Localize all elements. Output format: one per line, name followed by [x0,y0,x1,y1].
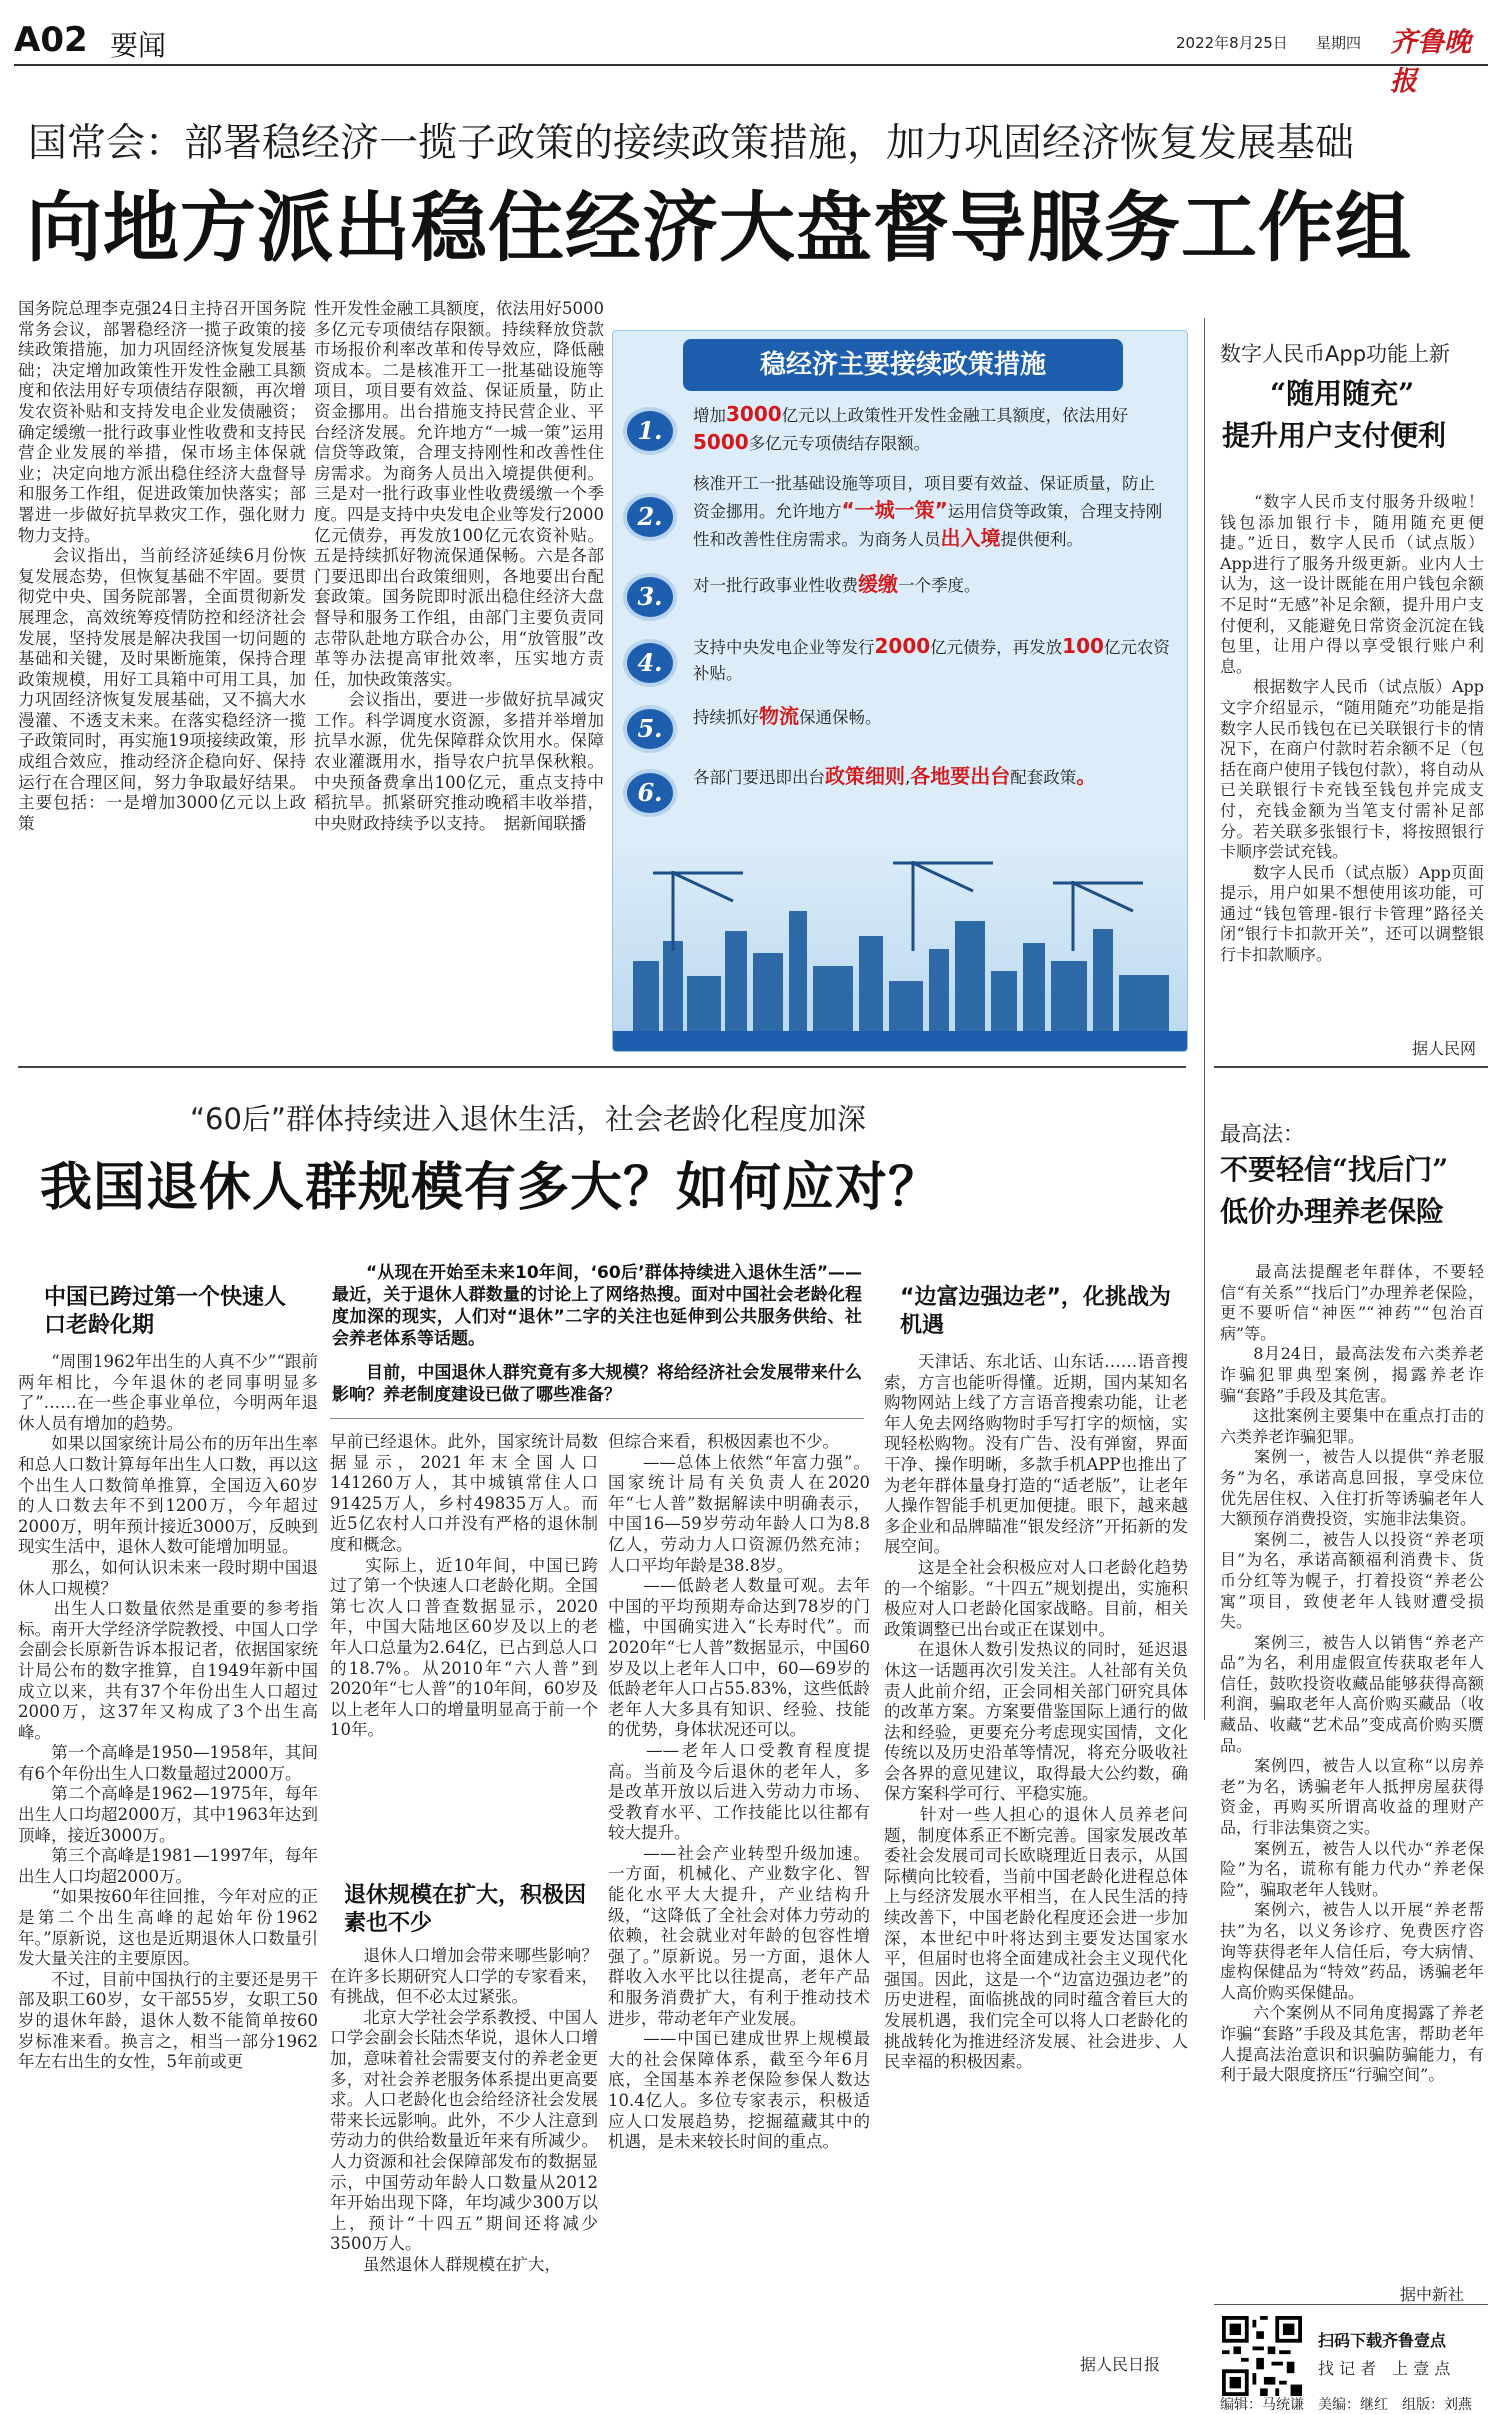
side2-title-line1: 不要轻信“找后门” [1220,1153,1449,1186]
policy-text: 增加 [693,406,726,425]
side-rule [1214,1066,1488,1068]
policy-text: 亿元债券，再发放 [930,638,1063,657]
policy-item-text [693,763,1171,791]
issue-date: 2022年8月25日 [1176,34,1288,52]
policy-text: 保通保畅。 [799,708,882,727]
section-rule [18,1066,1186,1068]
policy-highlight: “一城一策” [841,498,948,522]
lead-column-2: 性开发性金融工具额度，依法用好5000多亿元专项债结存限额。持续释放贷款市场报价利率改革和传导效应，降低融资成本。二是核准开工一批基础设施等项目，项目要有效益、保证质量，防止资金挪用。出台措施支持民营企业、平台经济发展。允许地方“一城一策”运用信贷等政策，合理支持刚性和改善性住房需求。为商务人员出入境提供便利。三是对一批行政事业性收费缓缴一个季度。四是支持中央发电企业等发行2000亿元债券，再发放100亿元农资补贴。五是持续抓好物流保通保畅。六是各部门要迅即出台政策细则，各地要出台配套政策。国务院即时派出稳住经济大盘督导和服务工作组，由部门主要负责同志带队赴地方联合办公，用“放管服”改革等办法提高审批效率，压实地方责任，加快政策落实。 会议指出，要进一步做好抗旱减灾工作。科学调度水资源，多措并举增加抗旱水源，优先保障群众饮用水。保障农业灌溉用水，指导农户抗旱保秋粮。中央预备费拿出100亿元，重点支持中稻抗旱。抓紧研究推动晚稻丰收举措，中央财政持续予以支持。 据新闻联播 [314,299,604,833]
policy-item-text [693,703,1171,731]
policy-item [613,571,1187,623]
policy-text: 亿元农资补贴。 [693,638,1170,683]
side1-title-line2: 提升用户支付便利 [1222,419,1447,452]
retire-subhead-3: “边富边强边老”，化挑战为机遇 [900,1285,1171,1338]
policy-text: 持续抓好 [693,708,759,727]
qr-code-icon[interactable] [1222,2316,1302,2396]
policy-text: 配套政策 [1010,768,1077,787]
retire-column-2b: 退休人口增加会带来哪些影响？在许多长期研究人口学的专家看来，有挑战，但不必太过紧张。 北京大学社会学系教授、中国人口学会副会长陆杰华说，退休人口增加，意味着社会需要支付的养老金更多，对社会养老服务体系提出更高要求。人口老龄化也会给经济社会发展带来长远影响。此外，不少人注意到劳动力的供给数量近年来有所减少。人力资源和社会保障部发布的数据显示，中国劳动年龄人口数量从2012年开始出现下降，年均减少300万以上，预计“十四五”期间还将减少3500万人。 虽然退休人群规模在扩大， [330,1946,598,2274]
lead-kicker: 国常会：部署稳经济一揽子政策的接续政策措施，加力巩固经济恢复发展基础 [28,121,1355,166]
policy-item [613,401,1187,461]
policy-text: 提供便利。 [1000,530,1083,549]
retire-source: 据人民日报 [1080,2355,1161,2374]
policy-text: , [905,768,911,787]
side1-title-line1: “随用随充” [1270,377,1415,410]
policy-highlight: 物流 [759,704,799,728]
retire-title: 我国退休人群规模有多大？如何应对？ [40,1157,942,1218]
policy-highlight: 缓缴 [858,572,898,596]
qr-label-1: 扫码下载齐鲁壹点 [1318,2331,1447,2350]
policy-item-number: 5. [627,709,673,749]
retire-column-3: 但综合来看，积极因素也不少。 ——总体上依然“年富力强”。国家统计局有关负责人在2020年“七人普”数据解读中明确表示，中国16—59岁劳动年龄人口为8.8亿人，劳动力人口资源仍然充沛；人口平均年龄是38.8岁。 ——低龄老人数量可观。去年中国的平均预期寿命达到78岁的门槛，中国确实进入“长寿时代”。而2020年“七人普”数据显示，中国60岁及以上老年人口中，60—69岁的低龄老年人口占55.83%，这些低龄老年人大多具有知识、经验、技能的优势，身体状况还可以。 ——老年人口受教育程度提高。当前及今后退休的老年人，多是改革开放以后进入劳动力市场、受教育水平、工作技能比以往都有较大提升。 ——社会产业转型升级加速。一方面，机械化、产业数字化、智能化水平大大提升，产业结构升级，“这降低了全社会对体力劳动的依赖，社会就业对年龄的包容性增强了。”原新说。另一方面，退休人群收入水平比以往提高，老年产品和服务消费扩大，有利于推动技术进步，带动老年产业发展。 ——中国已建成世界上规模最大的社会保障体系，截至今年6月底，全国基本养老保险参保人数达10.4亿人。多位专家表示，积极适应人口发展趋势，挖掘蕴藏其中的机遇，是未来较长时间的重点。 [608,1432,870,2152]
retire-column-1: “周围1962年出生的人真不少”“跟前两年相比，今年退休的老同事明显多了”……在一些企事业单位，今明两年退休人员有增加的趋势。 如果以国家统计局公布的历年出生率和总人口数计算每年出生人口数，再以这个出生人口数简单推算，全国迈入60岁的人口数去年不到1200万，今年超过2000万，明年预计接近3000万，反映到现实生活中，退休人数可能增加明显。 那么，如何认识未来一段时期中国退休人口规模？ 出生人口数量依然是重要的参考指标。南开大学经济学院教授、中国人口学会副会长原新告诉本报记者，依据国家统计局公布的数字推算，自1949年新中国成立以来，共有37个年份出生人口超过2000万，这37年又构成了3个出生高峰。 第一个高峰是1950—1958年，其间有6个年份出生人口数量超过2000万。 第二个高峰是1962—1975年，每年出生人口均超2000万，其中1963年达到顶峰，接近3000万。 第三个高峰是1981—1997年，每年出生人口均超2000万。 “如果按60年往回推，今年对应的正是第二个出生高峰的起始年份1962年。”原新说，这也是近期退休人口数量引发大量关注的主要原因。 不过，目前中国执行的主要还是男干部及职工60岁，女干部55岁，女职工50岁的退休年龄，退休人数不能简单按60岁标准来看。换言之，相当一部分1962年左右出生的女性，5年前或更 [18,1352,318,2072]
policy-item [613,471,1187,563]
policy-highlight: 3000 [726,402,782,426]
side2-kicker: 最高法： [1220,1122,1304,1146]
policy-item-number: 3. [627,577,673,617]
qr-label-2: 找 记 者 上 壹 点 [1318,2359,1451,2378]
policy-item-text [693,571,1171,599]
intro-rule [330,1418,864,1419]
policy-item-number: 1. [627,411,673,451]
paper-logo: 齐鲁晚报 [1390,27,1471,97]
header-rule [14,64,1488,66]
retire-subhead-2: 退休规模在扩大，积极因素也不少 [344,1883,587,1936]
retire-intro: “从现在开始至未来10年间，‘60后’群体持续进入退休生活”——最近，关于退休人群数量的讨论上了网络热搜。面对中国社会老龄化程度加深的现实，人们对“退休”二字的关注也延伸到公共服务供给、社会养老体系等话题。 [332,1263,862,1349]
lead-title: 向地方派出稳住经济大盘督导服务工作组 [26,183,1412,272]
side1-source: 据人民网 [1412,1039,1477,1058]
policy-item-number: 6. [627,773,673,813]
retire-column-4: 天津话、东北话、山东话……语音搜索，方言也能听得懂。近期，国内某知名购物网站上线了方言语音搜索功能，让老年人免去网络购物时手写打字的烦恼，实现轻松购物。没有广告、没有弹窗，界面干净、操作明晰，多款手机APP也推出了为老年群体量身打造的“适老版”，让老年人操作智能手机更加便捷。眼下，越来越多企业和品牌瞄准“银发经济”开拓新的发展空间。 这是全社会积极应对人口老龄化趋势的一个缩影。“十四五”规划提出，实施积极应对人口老龄化国家战略。目前，相关政策调整已出台或正在谋划中。 在退休人数引发热议的同时，延迟退休这一话题再次引发关注。人社部有关负责人此前介绍，正会同相关部门研究具体的改革方案。方案要借鉴国际上通行的做法和经验，更要充分考虑现实国情，文化传统以及历史沿革等情况，将充分吸收社会各界的意见建议，取得最大公约数，确保方案科学可行、平稳实施。 针对一些人担心的退休人员养老问题，制度体系正不断完善。国家发展改革委社会发展司司长欧晓理近日表示，从国际横向比较看，当前中国老龄化进程总体上与经济发展水平相当，在人民生活的持续改善下，中国老龄化程度还会进一步加深，本世纪中叶将达到主要发达国家水平，但届时也将全面建成社会主义现代化强国。因此，这是一个“边富边强边老”的历史进程，面临挑战的同时蕴含着巨大的发展机遇，我们完全可以将人口老龄化的挑战转化为推进经济发展、社会进步、人民幸福的积极因素。 [884,1352,1188,2072]
policy-item-text [693,401,1171,457]
retire-intro-questions: 目前，中国退休人群究竟有多大规模？将给经济社会发展带来什么影响？养老制度建设已做了哪些准备？ [332,1363,862,1405]
policy-item-text [693,633,1171,687]
column-divider [1204,318,1205,1720]
policy-box-title: 稳经济主要接续政策措施 [683,339,1123,391]
policy-text: 各部门要迅即出台 [693,768,825,787]
policy-highlight: 各地要出台 [910,764,1011,788]
policy-item [613,633,1187,693]
footer-credits: 编辑：马统谦 美编：继红 组版：刘燕 [1220,2397,1472,2413]
policy-highlight: 出入境 [940,526,1001,550]
policy-item-number: 2. [627,497,673,537]
page-number: A02 [14,20,88,60]
side1-body: “数字人民币支付服务升级啦！钱包添加银行卡，随用随充更便捷。”近日，数字人民币（试点版）App进行了服务升级更新。业内人士认为，这一设计既能在用户钱包余额不足时“无感”补足余额，提升用户支付便利，又能避免日常资金沉淀在钱包里，让用户得以享受银行账户利息。 根据数字人民币（试点版）App文字介绍显示，“随用随充”功能是指数字人民币钱包在已关联银行卡的情况下，在商户付款时若余额不足（包括在商户使用子钱包付款），将自动从已关联银行卡充钱至钱包并完成支付，充钱金额为当笔支付需补足部分。若关联多张银行卡，将按照银行卡顺序尝试充钱。 数字人民币（试点版）App页面提示，用户如果不想使用该功能，可通过“钱包管理-银行卡管理”路径关闭“银行卡扣款开关”，还可以调整银行卡扣款顺序。 [1220,492,1484,965]
policy-text: 一个季度。 [898,576,981,595]
policy-text: 支持中央发电企业等发行 [693,638,875,657]
lead-column-1: 国务院总理李克强24日主持召开国务院常务会议，部署稳经济一揽子政策的接续政策措施，加力巩固经济恢复发展基础；决定增加政策性开发性金融工具额度和依法用好专项债结存限额，再次增发农资补贴和支持发电企业发债融资；确定缓缴一批行政事业性收费和支持民营企业发展的举措，保市场主体保就业；决定向地方派出稳住经济大盘督导和服务工作组，促进政策加快落实；部署进一步做好抗旱救灾工作，强化财力物力支持。 会议指出，当前经济延续6月份恢复发展态势，但恢复基础不牢固。要贯彻党中央、国务院部署，全面贯彻新发展理念，高效统筹疫情防控和经济社会发展，坚持发展是解决我国一切问题的基础和关键，及时果断施策，保持合理政策规模，用好工具箱中可用工具，加力巩固经济恢复发展基础，又不搞大水漫灌、不透支未来。在落实稳经济一揽子政策同时，再实施19项接续政策，形成组合效应，推动经济企稳向好、保持运行在合理区间，努力争取最好结果。主要包括：一是增加3000亿元以上政策 [18,299,306,833]
policy-highlight: 5000 [693,430,749,454]
retire-kicker: “60后”群体持续进入退休生活，社会老龄化程度加深 [190,1102,866,1136]
policy-highlight: 2000 [874,634,931,658]
side2-body: 最高法提醒老年群体，不要轻信“有关系”“找后门”办理养老保险，更不要听信“神医”“神药”“包治百病”等。 8月24日，最高法发布六类养老诈骗犯罪典型案例，揭露养老诈骗“套路”手段及其危害。 这批案例主要集中在重点打击的六类养老诈骗犯罪。 案例一，被告人以提供“养老服务”为名，承诺高息回报，享受床位优先居住权、入住打折等诱骗老年人大额预存消费投资，实施非法集资。 案例二，被告人以投资“养老项目”为名，承诺高额福利消费卡、货币分红等为幌子，打着投资“养老公寓”项目，致使老年人钱财遭受损失。 案例三，被告人以销售“养老产品”为名，利用虚假宣传获取老年人信任，鼓吹投资收藏品能够获得高额利润，骗取老年人高价购买藏品（收藏品、收藏“艺术品”变成高价购买赝品。 案例四，被告人以宣称“以房养老”为名，诱骗老年人抵押房屋获得资金，再购买所谓高收益的理财产品，行非法集资之实。 案例五，被告人以代办“养老保险”为名，谎称有能力代办“养老保险”，骗取老年人钱财。 案例六，被告人以开展“养老帮扶”为名，以义务诊疗、免费医疗咨询等获得老年人信任后，夸大病情、虚构保健品为“特效”药品，诱骗老年人高价购买保健品。 六个案例从不同角度揭露了养老诈骗“套路”手段及其危害，帮助老年人提高法治意识和识骗防骗能力，有利于最大限度挤压“行骗空间”。 [1220,1262,1484,2085]
policy-text: 对一批行政事业性收费 [693,576,858,595]
policy-box [612,330,1188,1052]
skyline-illustration [613,841,1188,1051]
side2-title-line2: 低价办理养老保险 [1220,1195,1445,1228]
policy-list [613,401,1187,861]
policy-item [613,763,1187,823]
retire-column-2: 早前已经退休。此外，国家统计局数据显示，2021年末全国人口141260万人，其中城镇常住人口91425万人，乡村49835万人。而近5亿农村人口并没有严格的退休制度和概念。 实际上，近10年间，中国已跨过了第一个快速人口老龄化期。全国第七次人口普查数据显示，2020年，中国大陆地区60岁及以上的老年人口总量为2.64亿，已占到总人口的18.7%。从2010年“六人普”到2020年“七人普”的10年间，60岁及以上老年人口的增量明显高于前一个10年。 [330,1432,598,1740]
retire-subhead-1: 中国已跨过第一个快速人口老龄化期 [44,1285,287,1338]
side2-source: 据中新社 [1400,2285,1465,2304]
policy-item-text [693,471,1171,553]
section-name: 要闻 [110,29,167,62]
policy-text: 运用信贷等政策，合理支持刚性和改善性住房需求。为商务人员 [693,502,1163,549]
policy-item-number: 4. [627,643,673,683]
policy-text: 亿元以上政策性开发性金融工具额度，依法用好 [781,406,1129,425]
policy-highlight: 政策细则 [825,764,905,788]
policy-highlight: 100 [1062,634,1104,658]
policy-highlight: 。 [1076,764,1097,788]
side1-kicker: 数字人民币App功能上新 [1220,342,1451,366]
policy-item [613,703,1187,755]
issue-weekday: 星期四 [1316,34,1362,52]
policy-text: 核准开工一批基础设施等项目，项目要有效益、保证质量，防止资金挪用。允许地方 [693,474,1155,521]
page-header [14,14,1488,97]
qr-rule [1214,2304,1488,2305]
policy-text: 多亿元专项债结存限额。 [748,434,931,453]
